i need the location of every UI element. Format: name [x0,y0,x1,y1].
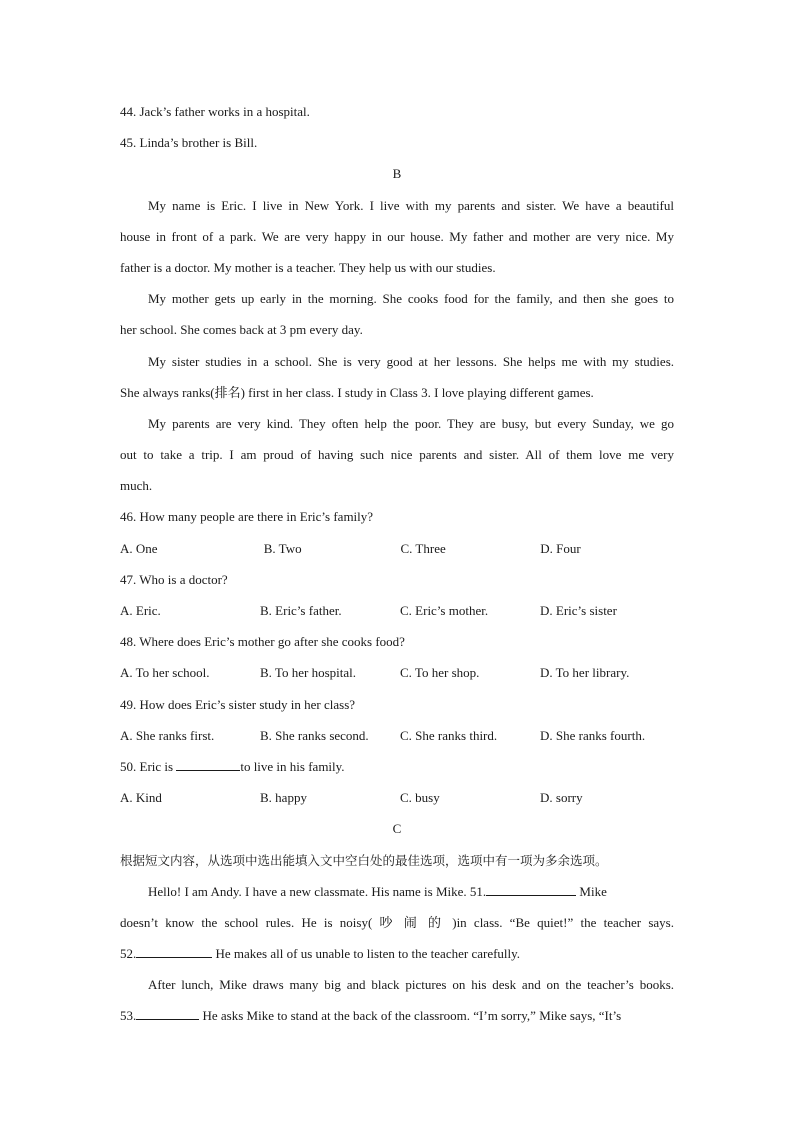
question-text: 47. Who is a doctor? [120,571,228,587]
question-text: 49. How does Eric’s sister study in her class? [120,696,356,712]
passage-c [120,876,674,1032]
blank-51[interactable] [486,880,576,896]
document-page [120,96,674,1032]
passage-b-line: out to take a trip. I am proud of having such nice parents and sister. All of them love me very [120,447,674,463]
answer-options [120,657,674,688]
passage-c-text: Mike [576,883,607,899]
question-49 [120,689,674,751]
passage-c-line: After lunch, Mike draws many big and black pictures on his desk and on the teacher’s books. [148,977,674,993]
passage-c-line: doesn’t know the school rules. He is noisy( 吵 闹 的 )in class. “Be quiet!” the teacher says. [120,914,674,930]
section-b-heading: B [392,166,402,182]
passage-c-line [120,938,674,969]
passage-c-line [120,1000,674,1031]
option-c: C. She ranks third. [400,727,498,743]
passage-c-text: He makes all of us unable to listen to the teacher carefully. [212,946,521,962]
question-text: 46. How many people are there in Eric’s family? [120,509,374,525]
option-d: D. sorry [540,790,583,806]
option-b: B. To her hospital. [260,665,356,681]
question-text: 48. Where does Eric’s mother go after she cooks food? [120,634,405,650]
question-48 [120,626,674,688]
answer-options [120,595,674,626]
passage-b [120,190,674,502]
passage-b-line: her school. She comes back at 3 pm every day. [120,322,363,338]
passage-c-text: He asks Mike to stand at the back of the classroom. “I’m sorry,” Mike says, “It’s [199,1008,622,1024]
option-a: A. One [120,540,158,556]
option-b: B. She ranks second. [260,727,369,743]
option-d: D. She ranks fourth. [540,727,646,743]
passage-b-line: My parents are very kind. They often help the poor. They are busy, but every Sunday, we go [148,415,674,431]
question-50 [120,751,674,813]
option-a: A. She ranks first. [120,727,215,743]
passage-c-line [120,876,674,907]
question-46 [120,501,674,563]
passage-b-line: father is a doctor. My mother is a teacher. They help us with our studies. [120,259,496,275]
passage-c-text: 53. [120,1008,137,1024]
question-text [120,751,674,782]
section-c-heading: C [392,821,402,837]
statement-45: 45. Linda’s brother is Bill. [120,135,258,151]
answer-options [120,782,674,813]
passage-b-line: My name is Eric. I live in New York. I live with my parents and sister. We have a beautiful [148,197,674,213]
passage-c-text: 52. [120,946,137,962]
answer-blank[interactable] [176,755,240,771]
blank-52[interactable] [136,942,212,958]
option-b: B. Two [263,540,302,556]
option-b: B. Eric’s father. [260,603,342,618]
blank-53[interactable] [136,1004,199,1020]
question-text-end: to live in his family. [240,758,345,774]
answer-options [120,533,674,564]
option-d: D. Four [540,540,581,556]
answer-options [120,720,674,751]
option-b: B. happy [260,790,307,806]
section-c-instruction: 根据短文内容，从选项中选出能填入文中空白处的最佳选项，选项中有一项为多余选项。 [120,852,608,868]
option-a: A. To her school. [120,665,210,681]
option-c: C. busy [400,790,440,806]
option-d: D. To her library. [540,665,630,681]
passage-b-line: My sister studies in a school. She is very good at her lessons. She helps me with my studies. [148,353,674,369]
passage-c-text: Hello! I am Andy. I have a new classmate. His name is Mike. 51. [148,883,487,899]
passage-b-line: house in front of a park. We are very happy in our house. My father and mother are very nice. My [120,228,674,244]
option-c: C. Eric’s mother. [400,603,489,618]
passage-b-line: She always ranks(排名) first in her class. I study in Class 3. I love playing different games. [120,384,594,400]
question-47 [120,564,674,626]
option-a: A. Kind [120,790,162,806]
question-text-start: 50. Eric is [120,758,177,774]
option-a: A. Eric. [120,603,161,618]
passage-b-line: My mother gets up early in the morning. She cooks food for the family, and then she goes to [148,291,674,307]
option-c: C. To her shop. [400,665,480,681]
statement-44: 44. Jack’s father works in a hospital. [120,104,310,119]
option-d: D. Eric’s sister [540,603,617,618]
passage-b-line: much. [120,478,153,494]
option-c: C. Three [400,540,446,556]
